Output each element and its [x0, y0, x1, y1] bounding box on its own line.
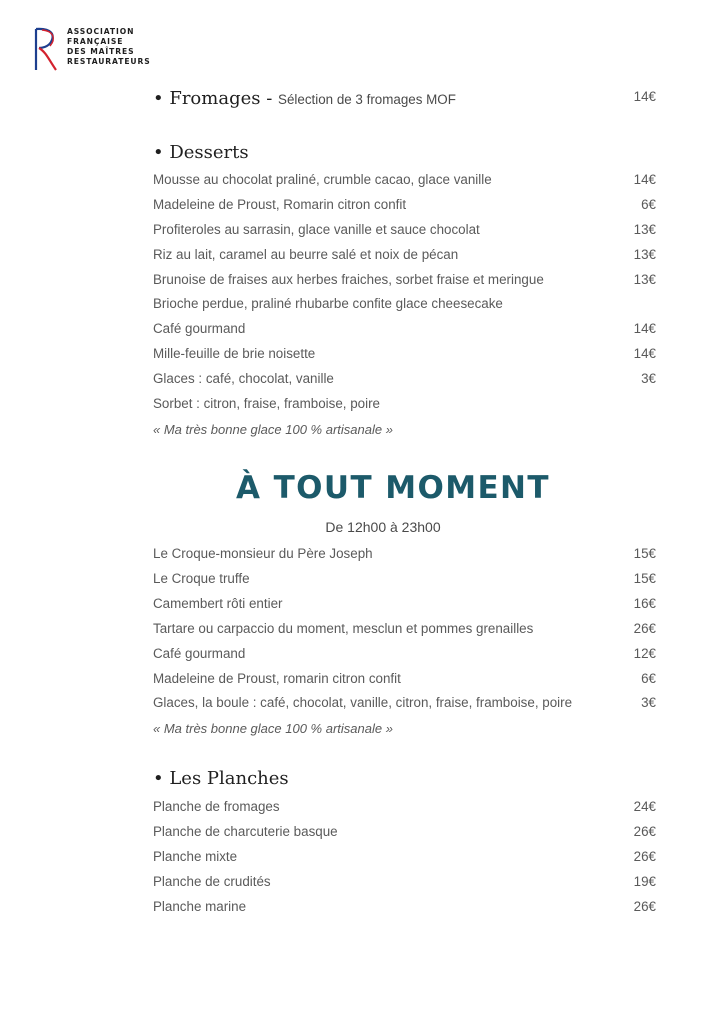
- item-name: Riz au lait, caramel au beurre salé et noix de pécan: [153, 247, 459, 262]
- item-name: Glaces, la boule : café, chocolat, vanille, citron, fraise, framboise, poire: [153, 695, 573, 710]
- desserts-note: « Ma très bonne glace 100 % artisanale »: [153, 422, 393, 437]
- item-name: Madeleine de Proust, romarin citron confit: [153, 671, 401, 686]
- fromages-heading-label: • Fromages -: [153, 88, 279, 109]
- item-price: 13€: [633, 247, 656, 262]
- item-price: 16€: [633, 596, 656, 611]
- logo-line: RESTAURATEURS: [67, 57, 151, 66]
- menu-row: [153, 296, 656, 318]
- item-price: 14€: [633, 346, 656, 361]
- item-price: 13€: [633, 222, 656, 237]
- item-name: Glaces : café, chocolat, vanille: [153, 371, 334, 386]
- item-name: Profiteroles au sarrasin, glace vanille et sauce chocolat: [153, 222, 480, 237]
- item-name: Le Croque truffe: [153, 571, 250, 586]
- item-name: Madeleine de Proust, Romarin citron confit: [153, 197, 407, 212]
- item-name: Planche de charcuterie basque: [153, 824, 338, 839]
- item-name: Planche marine: [153, 899, 247, 914]
- menu-row: [153, 346, 656, 368]
- item-price: 14€: [633, 321, 656, 336]
- planches-heading: • Les Planches: [153, 768, 289, 789]
- item-price: 3€: [641, 695, 656, 710]
- logo-text: [67, 27, 151, 67]
- menu-row: [153, 849, 656, 871]
- menu-row: [153, 646, 656, 668]
- maitres-restaurateurs-logo-icon: [30, 26, 62, 72]
- tout-moment-hours: De 12h00 à 23h00: [325, 519, 441, 535]
- fromages-heading: [153, 88, 456, 109]
- menu-row: [153, 172, 656, 194]
- item-price: 19€: [633, 874, 656, 889]
- item-price: 26€: [633, 849, 656, 864]
- item-price: 6€: [641, 197, 656, 212]
- tout-moment-note: « Ma très bonne glace 100 % artisanale »: [153, 721, 393, 736]
- item-price: 15€: [633, 571, 656, 586]
- item-price: 12€: [633, 646, 656, 661]
- item-name: Café gourmand: [153, 646, 246, 661]
- item-price: 15€: [633, 546, 656, 561]
- item-name: Planche de fromages: [153, 799, 280, 814]
- item-price: 14€: [633, 172, 656, 187]
- tout-moment-title: À TOUT MOMENT: [236, 470, 550, 506]
- desserts-heading: • Desserts: [153, 142, 249, 163]
- item-price: 6€: [641, 671, 656, 686]
- item-name: Café gourmand: [153, 321, 246, 336]
- item-price: 26€: [633, 824, 656, 839]
- item-name: Mousse au chocolat praliné, crumble cacao, glace vanille: [153, 172, 492, 187]
- item-price: 3€: [641, 371, 656, 386]
- item-name: Brioche perdue, praliné rhubarbe confite glace cheesecake: [153, 296, 503, 311]
- menu-row: [153, 321, 656, 343]
- menu-row: [153, 899, 656, 921]
- fromages-price: 14€: [633, 89, 656, 104]
- menu-row: [153, 824, 656, 846]
- item-name: Sorbet : citron, fraise, framboise, poire: [153, 396, 380, 411]
- item-name: Le Croque-monsieur du Père Joseph: [153, 546, 373, 561]
- logo-line: ASSOCIATION: [67, 27, 135, 36]
- item-name: Tartare ou carpaccio du moment, mesclun et pommes grenailles: [153, 621, 534, 636]
- menu-row: [153, 247, 656, 269]
- item-name: Brunoise de fraises aux herbes fraiches, sorbet fraise et meringue: [153, 272, 544, 287]
- menu-row: [153, 396, 656, 418]
- menu-row: [153, 371, 656, 393]
- item-price: 26€: [633, 899, 656, 914]
- item-name: Planche mixte: [153, 849, 238, 864]
- menu-row: [153, 571, 656, 593]
- menu-row: [153, 197, 656, 219]
- fromages-subtitle: Sélection de 3 fromages MOF: [278, 92, 456, 107]
- item-name: Mille-feuille de brie noisette: [153, 346, 316, 361]
- menu-row: [153, 695, 656, 717]
- item-price: 13€: [633, 272, 656, 287]
- logo-line: DES MAÎTRES: [67, 47, 135, 56]
- menu-row: [153, 671, 656, 693]
- menu-row: [153, 272, 656, 294]
- menu-row: [153, 596, 656, 618]
- item-name: Planche de crudités: [153, 874, 271, 889]
- menu-row: [153, 222, 656, 244]
- item-price: 24€: [633, 799, 656, 814]
- item-price: 26€: [633, 621, 656, 636]
- logo-line: FRANÇAISE: [67, 37, 124, 46]
- menu-row: [153, 546, 656, 568]
- menu-row: [153, 874, 656, 896]
- menu-row: [153, 799, 656, 821]
- association-logo: [30, 26, 170, 72]
- item-name: Camembert rôti entier: [153, 596, 283, 611]
- menu-row: [153, 621, 656, 643]
